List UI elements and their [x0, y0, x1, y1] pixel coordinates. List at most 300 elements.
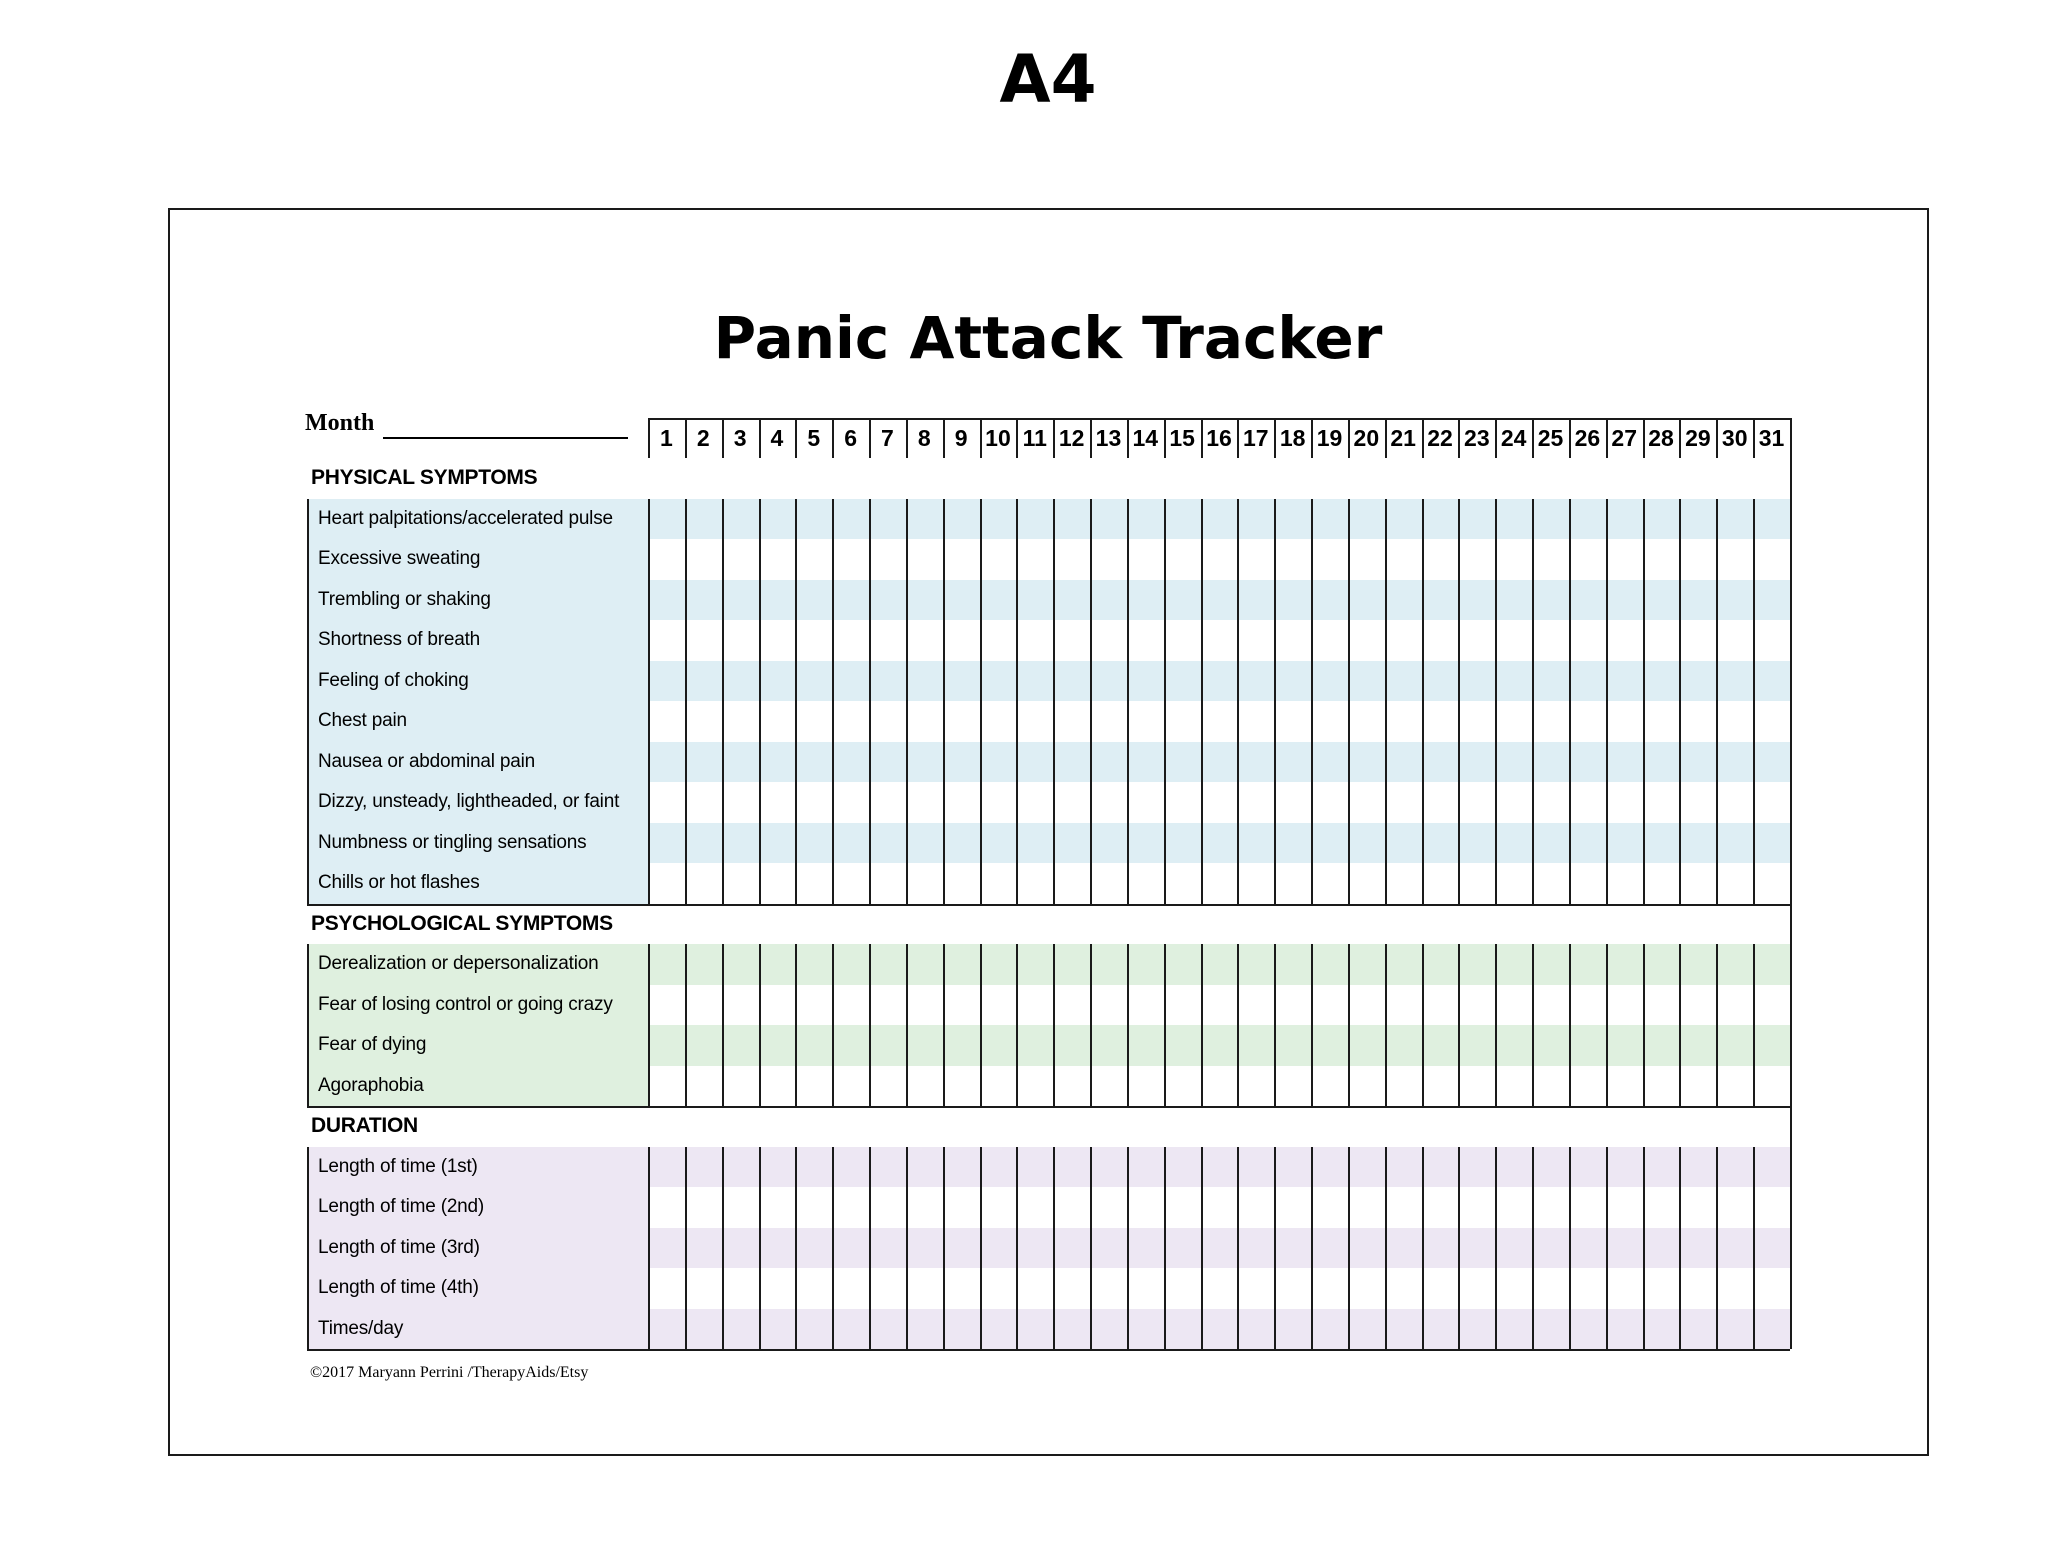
day-cell[interactable] [1201, 742, 1238, 783]
day-cell[interactable] [1311, 782, 1348, 823]
day-cell[interactable] [1679, 823, 1716, 864]
day-cell[interactable] [795, 1147, 832, 1188]
day-cell[interactable] [1053, 539, 1090, 580]
day-cell[interactable] [1274, 539, 1311, 580]
day-cell[interactable] [685, 823, 722, 864]
day-cell[interactable] [1311, 499, 1348, 540]
day-cell[interactable] [1422, 863, 1459, 904]
day-cell[interactable] [795, 742, 832, 783]
day-cell[interactable] [1274, 944, 1311, 985]
day-cell[interactable] [1164, 1187, 1201, 1228]
day-cell[interactable] [1090, 1025, 1127, 1066]
day-cell[interactable] [1495, 944, 1532, 985]
day-cell[interactable] [1422, 661, 1459, 702]
day-cell[interactable] [1495, 701, 1532, 742]
day-cell[interactable] [1127, 580, 1164, 621]
day-cell[interactable] [1201, 944, 1238, 985]
day-cell[interactable] [1716, 701, 1753, 742]
day-cell[interactable] [795, 580, 832, 621]
day-cell[interactable] [869, 782, 906, 823]
day-cell[interactable] [1164, 823, 1201, 864]
day-cell[interactable] [1201, 1187, 1238, 1228]
day-cell[interactable] [1201, 620, 1238, 661]
day-cell[interactable] [1201, 863, 1238, 904]
day-cell[interactable] [1532, 944, 1569, 985]
day-cell[interactable] [869, 701, 906, 742]
day-cell[interactable] [1643, 863, 1680, 904]
day-cell[interactable] [980, 1066, 1017, 1107]
day-cell[interactable] [1127, 1228, 1164, 1269]
day-cell[interactable] [1311, 742, 1348, 783]
day-cell[interactable] [1753, 539, 1790, 580]
day-cell[interactable] [943, 1147, 980, 1188]
day-cell[interactable] [1016, 661, 1053, 702]
day-cell[interactable] [1422, 1025, 1459, 1066]
day-cell[interactable] [1090, 1147, 1127, 1188]
day-cell[interactable] [722, 863, 759, 904]
day-cell[interactable] [1311, 1187, 1348, 1228]
day-cell[interactable] [1201, 782, 1238, 823]
day-cell[interactable] [1053, 1187, 1090, 1228]
day-cell[interactable] [1753, 782, 1790, 823]
month-write-in-line[interactable] [383, 437, 628, 439]
day-cell[interactable] [685, 1147, 722, 1188]
day-cell[interactable] [722, 661, 759, 702]
day-cell[interactable] [1569, 701, 1606, 742]
day-cell[interactable] [795, 1187, 832, 1228]
day-cell[interactable] [1274, 742, 1311, 783]
day-cell[interactable] [1237, 701, 1274, 742]
day-cell[interactable] [1090, 1268, 1127, 1309]
day-cell[interactable] [1164, 1066, 1201, 1107]
day-cell[interactable] [1016, 1066, 1053, 1107]
day-cell[interactable] [1385, 823, 1422, 864]
day-cell[interactable] [1606, 499, 1643, 540]
day-cell[interactable] [648, 661, 685, 702]
day-cell[interactable] [1348, 1309, 1385, 1350]
day-cell[interactable] [1311, 863, 1348, 904]
day-cell[interactable] [1753, 1187, 1790, 1228]
day-cell[interactable] [1716, 1187, 1753, 1228]
day-cell[interactable] [1495, 985, 1532, 1026]
day-cell[interactable] [1348, 1066, 1385, 1107]
day-cell[interactable] [1348, 782, 1385, 823]
day-cell[interactable] [1053, 944, 1090, 985]
day-cell[interactable] [1053, 1268, 1090, 1309]
day-cell[interactable] [648, 1066, 685, 1107]
day-cell[interactable] [1237, 823, 1274, 864]
day-cell[interactable] [1385, 985, 1422, 1026]
day-cell[interactable] [943, 944, 980, 985]
day-cell[interactable] [1606, 1309, 1643, 1350]
day-cell[interactable] [648, 499, 685, 540]
day-cell[interactable] [1016, 823, 1053, 864]
day-cell[interactable] [906, 539, 943, 580]
day-cell[interactable] [1090, 539, 1127, 580]
day-cell[interactable] [1458, 742, 1495, 783]
day-cell[interactable] [1569, 539, 1606, 580]
day-cell[interactable] [1422, 944, 1459, 985]
day-cell[interactable] [648, 742, 685, 783]
day-cell[interactable] [1458, 701, 1495, 742]
day-cell[interactable] [1385, 1066, 1422, 1107]
day-cell[interactable] [1237, 1268, 1274, 1309]
day-cell[interactable] [1643, 499, 1680, 540]
day-cell[interactable] [1532, 985, 1569, 1026]
day-cell[interactable] [1164, 499, 1201, 540]
day-cell[interactable] [722, 580, 759, 621]
day-cell[interactable] [759, 944, 796, 985]
day-cell[interactable] [1127, 661, 1164, 702]
day-cell[interactable] [1237, 1025, 1274, 1066]
day-cell[interactable] [1753, 1309, 1790, 1350]
day-cell[interactable] [1716, 1066, 1753, 1107]
day-cell[interactable] [1495, 539, 1532, 580]
day-cell[interactable] [943, 620, 980, 661]
day-cell[interactable] [1237, 580, 1274, 621]
day-cell[interactable] [943, 1268, 980, 1309]
day-cell[interactable] [1237, 944, 1274, 985]
day-cell[interactable] [869, 944, 906, 985]
day-cell[interactable] [1164, 1309, 1201, 1350]
day-cell[interactable] [1495, 823, 1532, 864]
day-cell[interactable] [1458, 1066, 1495, 1107]
day-cell[interactable] [832, 580, 869, 621]
day-cell[interactable] [1016, 1147, 1053, 1188]
day-cell[interactable] [759, 1268, 796, 1309]
day-cell[interactable] [1016, 1268, 1053, 1309]
day-cell[interactable] [685, 1025, 722, 1066]
day-cell[interactable] [1201, 1025, 1238, 1066]
day-cell[interactable] [1164, 580, 1201, 621]
day-cell[interactable] [1385, 863, 1422, 904]
day-cell[interactable] [1127, 701, 1164, 742]
day-cell[interactable] [906, 985, 943, 1026]
day-cell[interactable] [685, 661, 722, 702]
day-cell[interactable] [943, 782, 980, 823]
day-cell[interactable] [1532, 1066, 1569, 1107]
day-cell[interactable] [1679, 863, 1716, 904]
day-cell[interactable] [1679, 782, 1716, 823]
day-cell[interactable] [685, 499, 722, 540]
day-cell[interactable] [943, 1066, 980, 1107]
day-cell[interactable] [1164, 944, 1201, 985]
day-cell[interactable] [795, 985, 832, 1026]
day-cell[interactable] [1569, 661, 1606, 702]
day-cell[interactable] [1679, 944, 1716, 985]
day-cell[interactable] [1422, 1268, 1459, 1309]
day-cell[interactable] [1164, 1268, 1201, 1309]
day-cell[interactable] [1643, 944, 1680, 985]
day-cell[interactable] [648, 1025, 685, 1066]
day-cell[interactable] [1237, 1309, 1274, 1350]
day-cell[interactable] [1385, 1228, 1422, 1269]
day-cell[interactable] [906, 701, 943, 742]
day-cell[interactable] [1237, 782, 1274, 823]
day-cell[interactable] [722, 742, 759, 783]
day-cell[interactable] [1679, 580, 1716, 621]
day-cell[interactable] [1643, 539, 1680, 580]
day-cell[interactable] [1716, 499, 1753, 540]
day-cell[interactable] [832, 1147, 869, 1188]
day-cell[interactable] [685, 742, 722, 783]
day-cell[interactable] [685, 1309, 722, 1350]
day-cell[interactable] [1753, 863, 1790, 904]
day-cell[interactable] [1016, 1309, 1053, 1350]
day-cell[interactable] [1753, 1228, 1790, 1269]
day-cell[interactable] [648, 782, 685, 823]
day-cell[interactable] [1495, 1268, 1532, 1309]
day-cell[interactable] [906, 782, 943, 823]
day-cell[interactable] [1458, 1309, 1495, 1350]
day-cell[interactable] [795, 782, 832, 823]
day-cell[interactable] [1532, 742, 1569, 783]
day-cell[interactable] [1458, 661, 1495, 702]
day-cell[interactable] [869, 742, 906, 783]
day-cell[interactable] [832, 1228, 869, 1269]
day-cell[interactable] [1311, 1309, 1348, 1350]
day-cell[interactable] [1532, 661, 1569, 702]
day-cell[interactable] [759, 985, 796, 1026]
day-cell[interactable] [722, 944, 759, 985]
day-cell[interactable] [980, 499, 1017, 540]
day-cell[interactable] [1422, 1187, 1459, 1228]
day-cell[interactable] [1348, 985, 1385, 1026]
day-cell[interactable] [1495, 863, 1532, 904]
day-cell[interactable] [943, 1187, 980, 1228]
day-cell[interactable] [980, 1187, 1017, 1228]
day-cell[interactable] [1532, 580, 1569, 621]
day-cell[interactable] [832, 661, 869, 702]
day-cell[interactable] [980, 701, 1017, 742]
day-cell[interactable] [906, 1187, 943, 1228]
day-cell[interactable] [1532, 823, 1569, 864]
day-cell[interactable] [1495, 742, 1532, 783]
day-cell[interactable] [1311, 1268, 1348, 1309]
day-cell[interactable] [1348, 823, 1385, 864]
day-cell[interactable] [1127, 944, 1164, 985]
day-cell[interactable] [1643, 823, 1680, 864]
day-cell[interactable] [1753, 580, 1790, 621]
day-cell[interactable] [1643, 1066, 1680, 1107]
day-cell[interactable] [1053, 701, 1090, 742]
day-cell[interactable] [1716, 1147, 1753, 1188]
day-cell[interactable] [1164, 985, 1201, 1026]
day-cell[interactable] [1053, 580, 1090, 621]
day-cell[interactable] [1606, 944, 1643, 985]
day-cell[interactable] [1385, 782, 1422, 823]
day-cell[interactable] [1127, 863, 1164, 904]
day-cell[interactable] [1201, 1309, 1238, 1350]
day-cell[interactable] [722, 1147, 759, 1188]
day-cell[interactable] [1569, 985, 1606, 1026]
day-cell[interactable] [1090, 1187, 1127, 1228]
day-cell[interactable] [685, 985, 722, 1026]
day-cell[interactable] [1458, 823, 1495, 864]
day-cell[interactable] [1679, 499, 1716, 540]
day-cell[interactable] [1495, 499, 1532, 540]
day-cell[interactable] [1237, 1066, 1274, 1107]
day-cell[interactable] [795, 1268, 832, 1309]
day-cell[interactable] [1237, 499, 1274, 540]
day-cell[interactable] [1532, 1268, 1569, 1309]
day-cell[interactable] [906, 1228, 943, 1269]
day-cell[interactable] [1716, 823, 1753, 864]
day-cell[interactable] [1053, 782, 1090, 823]
day-cell[interactable] [980, 620, 1017, 661]
day-cell[interactable] [1237, 620, 1274, 661]
day-cell[interactable] [1458, 539, 1495, 580]
day-cell[interactable] [795, 1228, 832, 1269]
day-cell[interactable] [1127, 823, 1164, 864]
day-cell[interactable] [1274, 1066, 1311, 1107]
day-cell[interactable] [1348, 1228, 1385, 1269]
day-cell[interactable] [795, 1309, 832, 1350]
day-cell[interactable] [1311, 620, 1348, 661]
day-cell[interactable] [722, 620, 759, 661]
day-cell[interactable] [1422, 499, 1459, 540]
day-cell[interactable] [1679, 1066, 1716, 1107]
day-cell[interactable] [1422, 1309, 1459, 1350]
day-cell[interactable] [795, 539, 832, 580]
day-cell[interactable] [1237, 863, 1274, 904]
day-cell[interactable] [1679, 539, 1716, 580]
day-cell[interactable] [1274, 985, 1311, 1026]
day-cell[interactable] [1127, 1187, 1164, 1228]
day-cell[interactable] [1053, 499, 1090, 540]
day-cell[interactable] [1053, 1228, 1090, 1269]
day-cell[interactable] [1753, 1066, 1790, 1107]
day-cell[interactable] [759, 1147, 796, 1188]
day-cell[interactable] [1679, 1309, 1716, 1350]
day-cell[interactable] [832, 1025, 869, 1066]
day-cell[interactable] [685, 944, 722, 985]
day-cell[interactable] [722, 1187, 759, 1228]
day-cell[interactable] [980, 661, 1017, 702]
day-cell[interactable] [759, 661, 796, 702]
day-cell[interactable] [1311, 944, 1348, 985]
day-cell[interactable] [1606, 1025, 1643, 1066]
day-cell[interactable] [1643, 782, 1680, 823]
day-cell[interactable] [1643, 1228, 1680, 1269]
day-cell[interactable] [722, 1228, 759, 1269]
day-cell[interactable] [1274, 863, 1311, 904]
day-cell[interactable] [1164, 1228, 1201, 1269]
day-cell[interactable] [1201, 499, 1238, 540]
day-cell[interactable] [1569, 620, 1606, 661]
day-cell[interactable] [1274, 1025, 1311, 1066]
day-cell[interactable] [1643, 1147, 1680, 1188]
day-cell[interactable] [1164, 701, 1201, 742]
day-cell[interactable] [906, 944, 943, 985]
day-cell[interactable] [1458, 985, 1495, 1026]
day-cell[interactable] [1716, 1268, 1753, 1309]
day-cell[interactable] [1348, 742, 1385, 783]
day-cell[interactable] [1458, 944, 1495, 985]
day-cell[interactable] [869, 580, 906, 621]
day-cell[interactable] [1311, 539, 1348, 580]
day-cell[interactable] [1016, 1187, 1053, 1228]
day-cell[interactable] [1569, 1309, 1606, 1350]
day-cell[interactable] [1016, 863, 1053, 904]
day-cell[interactable] [1053, 1309, 1090, 1350]
day-cell[interactable] [1532, 863, 1569, 904]
day-cell[interactable] [1495, 1187, 1532, 1228]
day-cell[interactable] [1532, 782, 1569, 823]
day-cell[interactable] [832, 1187, 869, 1228]
day-cell[interactable] [1495, 580, 1532, 621]
day-cell[interactable] [1569, 782, 1606, 823]
day-cell[interactable] [1643, 701, 1680, 742]
day-cell[interactable] [1201, 661, 1238, 702]
day-cell[interactable] [1716, 620, 1753, 661]
day-cell[interactable] [1753, 620, 1790, 661]
day-cell[interactable] [1458, 580, 1495, 621]
day-cell[interactable] [1274, 1228, 1311, 1269]
day-cell[interactable] [685, 701, 722, 742]
day-cell[interactable] [1569, 742, 1606, 783]
day-cell[interactable] [1753, 1268, 1790, 1309]
day-cell[interactable] [759, 539, 796, 580]
day-cell[interactable] [1016, 539, 1053, 580]
day-cell[interactable] [1385, 1187, 1422, 1228]
day-cell[interactable] [1606, 782, 1643, 823]
day-cell[interactable] [1569, 1147, 1606, 1188]
day-cell[interactable] [869, 539, 906, 580]
day-cell[interactable] [1274, 1268, 1311, 1309]
day-cell[interactable] [1716, 580, 1753, 621]
day-cell[interactable] [943, 701, 980, 742]
day-cell[interactable] [1753, 1025, 1790, 1066]
day-cell[interactable] [980, 1268, 1017, 1309]
day-cell[interactable] [1274, 661, 1311, 702]
day-cell[interactable] [1016, 1025, 1053, 1066]
day-cell[interactable] [906, 661, 943, 702]
day-cell[interactable] [1385, 701, 1422, 742]
day-cell[interactable] [1090, 1228, 1127, 1269]
day-cell[interactable] [795, 863, 832, 904]
day-cell[interactable] [1311, 1228, 1348, 1269]
day-cell[interactable] [1716, 1309, 1753, 1350]
day-cell[interactable] [685, 1228, 722, 1269]
day-cell[interactable] [869, 1025, 906, 1066]
day-cell[interactable] [1201, 1228, 1238, 1269]
day-cell[interactable] [1237, 742, 1274, 783]
day-cell[interactable] [1569, 944, 1606, 985]
day-cell[interactable] [1311, 1066, 1348, 1107]
day-cell[interactable] [1127, 1309, 1164, 1350]
day-cell[interactable] [1643, 661, 1680, 702]
day-cell[interactable] [1274, 580, 1311, 621]
day-cell[interactable] [722, 1309, 759, 1350]
day-cell[interactable] [869, 1066, 906, 1107]
day-cell[interactable] [1532, 1147, 1569, 1188]
day-cell[interactable] [759, 1228, 796, 1269]
day-cell[interactable] [1606, 661, 1643, 702]
day-cell[interactable] [1606, 701, 1643, 742]
day-cell[interactable] [1164, 782, 1201, 823]
day-cell[interactable] [1606, 823, 1643, 864]
day-cell[interactable] [648, 1268, 685, 1309]
day-cell[interactable] [1090, 661, 1127, 702]
day-cell[interactable] [1569, 1025, 1606, 1066]
day-cell[interactable] [1274, 1147, 1311, 1188]
day-cell[interactable] [648, 1187, 685, 1228]
day-cell[interactable] [980, 580, 1017, 621]
day-cell[interactable] [906, 499, 943, 540]
day-cell[interactable] [1201, 701, 1238, 742]
day-cell[interactable] [648, 1309, 685, 1350]
